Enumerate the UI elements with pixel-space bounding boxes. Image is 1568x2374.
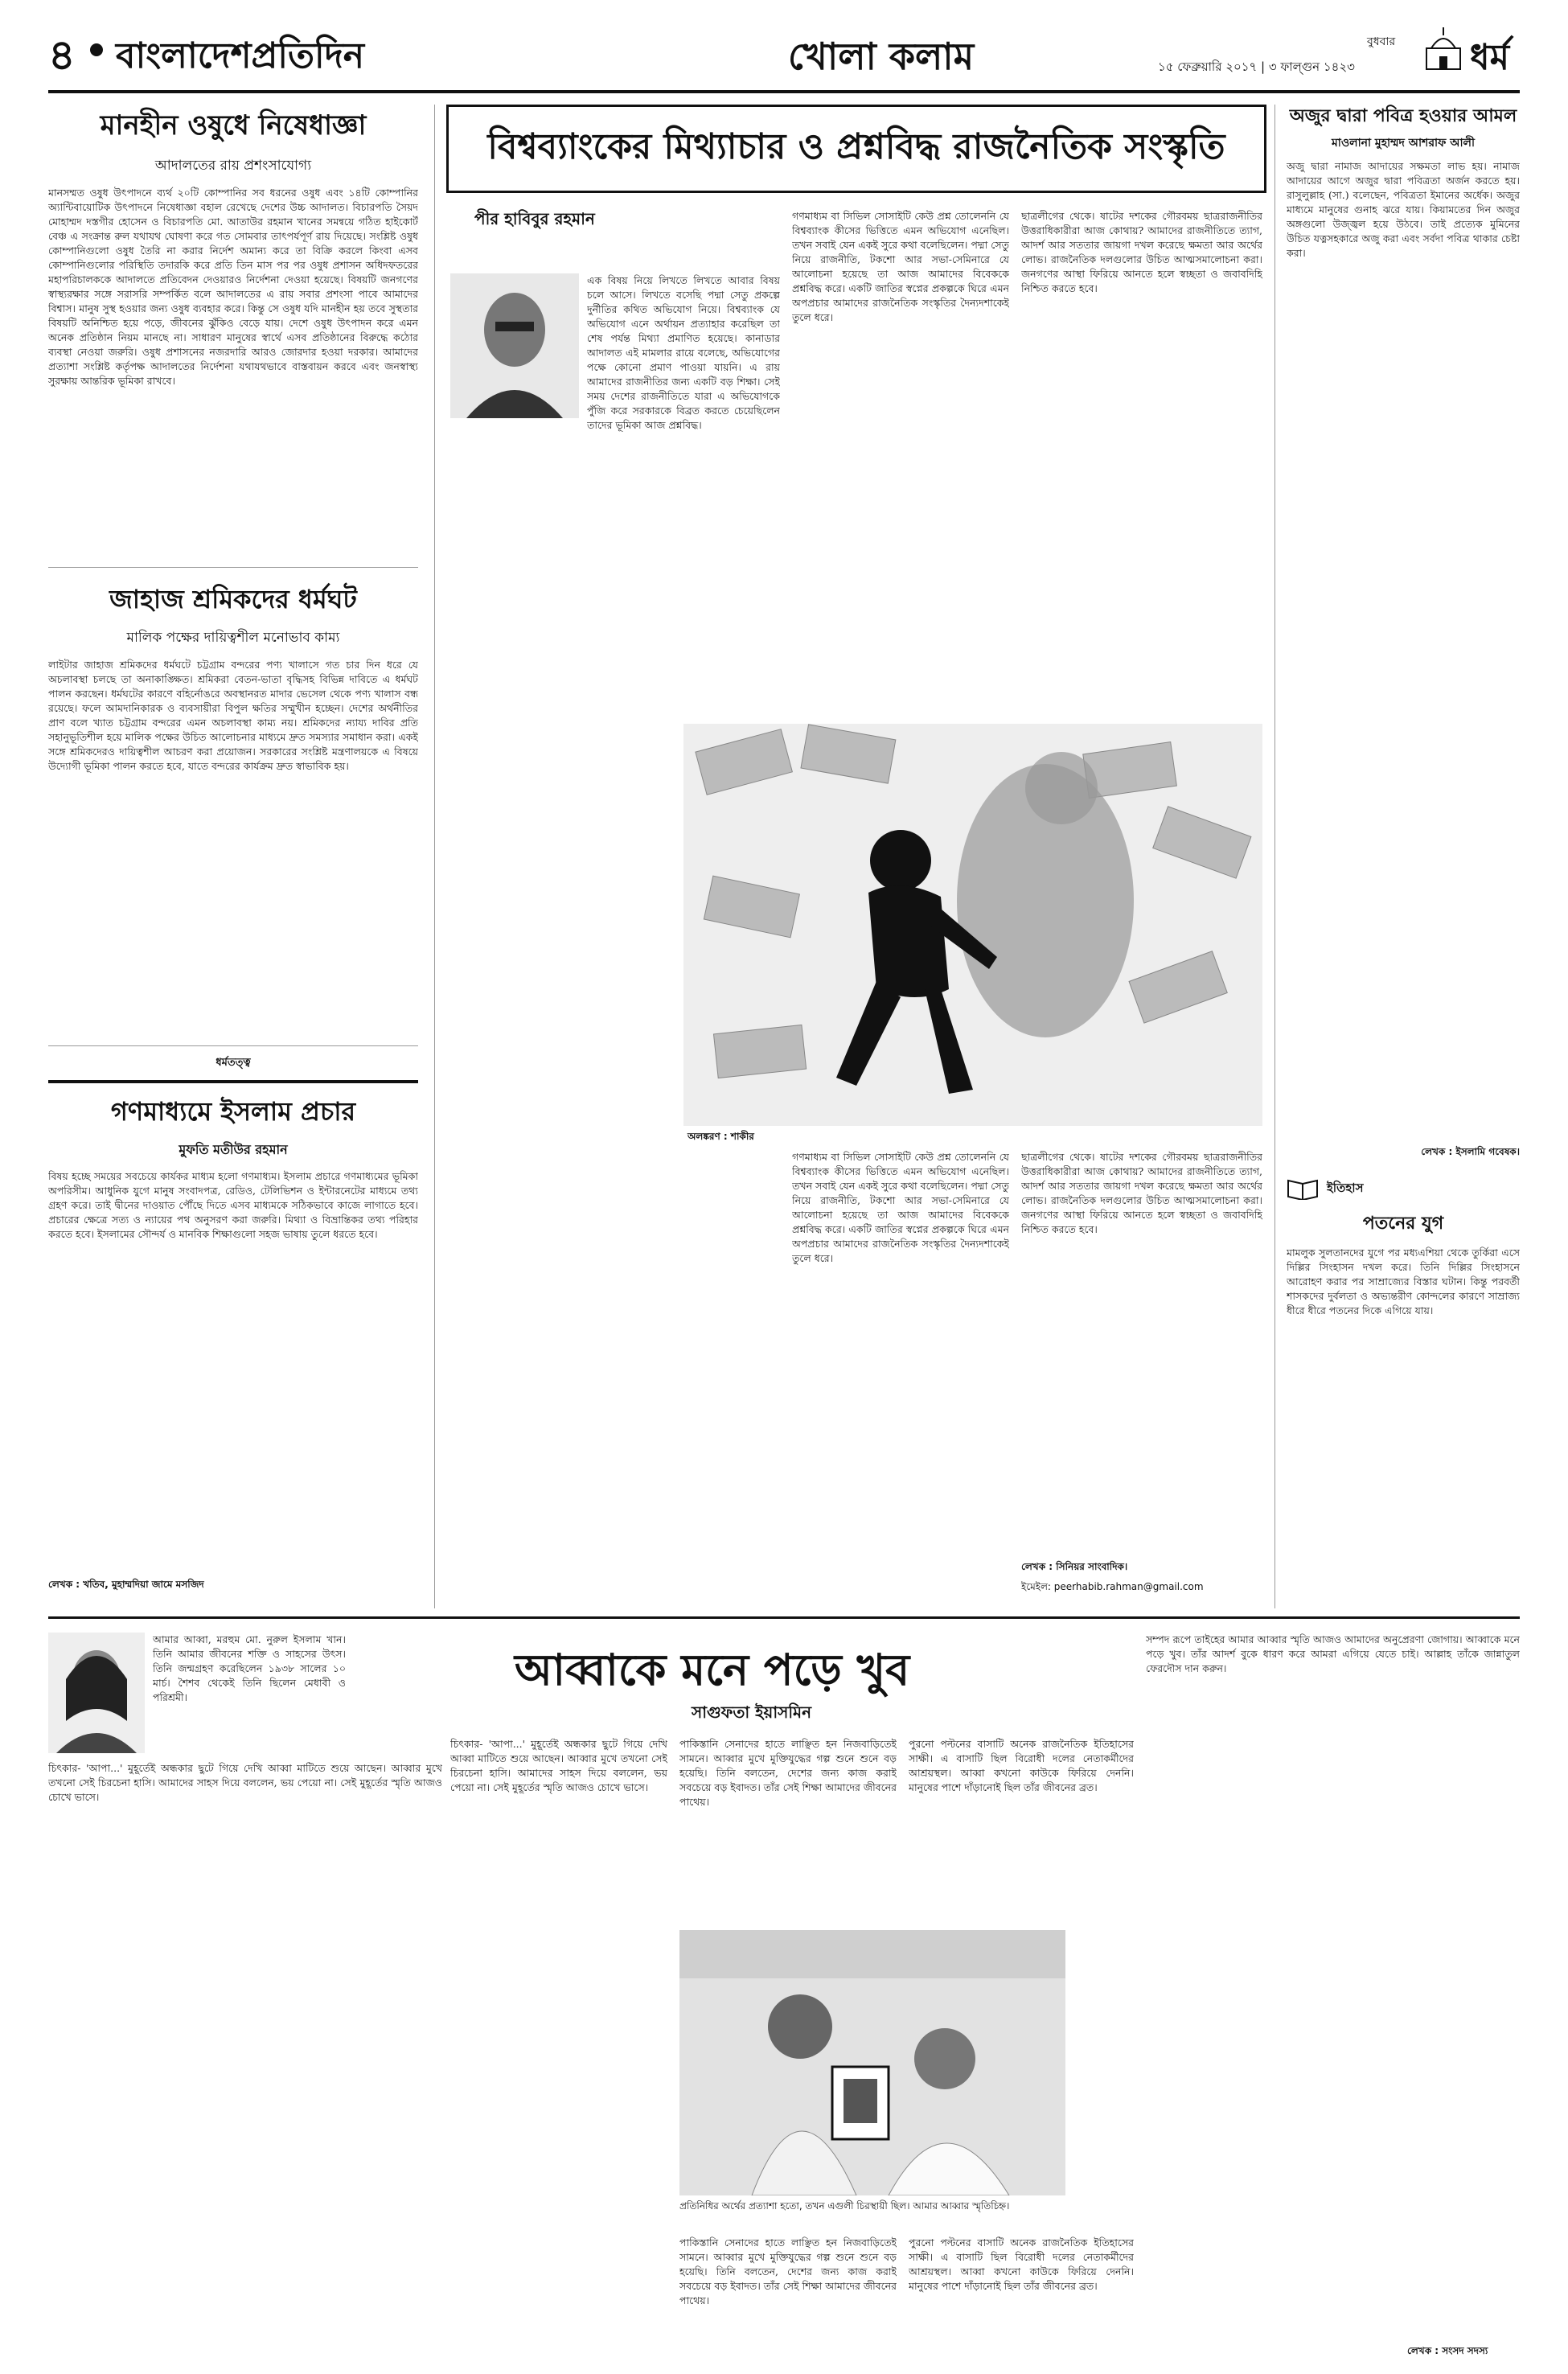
- editorial-1-subtitle: আদালতের রায় প্রশংসাযোগ্য: [154, 158, 312, 174]
- history-body: মামলুক সুলতানদের যুগে পর মধ্যএশিয়া থেকে তুর্কিরা এসে দিল্লির সিংহাসন দখল করে। তিনি দিল্লির সিংহাসনে আরোহণ করার পর সাম্রাজ্যের বিস্তার ঘটান। কিন্তু পরবর্তী শাসকদের দুর্বলতা ও অভ্যন্তরীণ কোন্দলের কারণে সাম্রাজ্য ধীরে ধীরে পতনের দিকে এগিয়ে যায়।: [1287, 1247, 1520, 1316]
- editorial-1-title: মানহীন ওষুধে নিষেধাজ্ঞা: [100, 109, 367, 142]
- main-body-col3b: ছাত্রলীগের থেকে। ষাটের দশকের গৌরবময় ছাত্ররাজনীতির উত্তরাধিকারীরা আজ কোথায়? আমাদের রাজনীতিতে ত্যাগ, আদর্শ আর সততার জায়গা দখল করেছে ক্ষমতা আর অর্থের লোভ। রাজনৈতিক দলগুলোর উচিত আত্মসমালোচনা করা। জনগণের আস্থা ফিরিয়ে আনতে হলে স্বচ্ছতা ও জবাবদিহি নিশ্চিত করতে হবে।: [1021, 1151, 1262, 1235]
- bottom-body-col3: পুরনো পল্টনের বাসাটি অনেক রাজনৈতিক ইতিহাসের সাক্ষী। এ বাসাটি ছিল বিরোধী দলের নেতাকর্মীদের আশ্রয়স্থল। আব্বা কখনো কাউকে ফিরিয়ে দেননি। মানুষের পাশে দাঁড়ানোই ছিল তাঁর জীবনের ব্রত।: [909, 1738, 1134, 1793]
- editorial-2: [48, 579, 418, 1037]
- right-column-footer: লেখক : ইসলামি গবেষক।: [1421, 1146, 1520, 1157]
- bottom-body-col2b: পাকিস্তানি সেনাদের হাতে লাঞ্ছিত হন নিজবাড়িতেই সামনে। আব্বার মুখে মুক্তিযুদ্ধের গল্প শুনে শুনে বড় হয়েছি। তিনি বলতেন, দেশের জন্য কাজ করাই সবচেয়ে বড় ইবাদত। তাঁর সেই শিক্ষা আমাদের জীবনের পাথেয়।: [679, 2236, 897, 2306]
- main-body-col3: ছাত্রলীগের থেকে। ষাটের দশকের গৌরবময় ছাত্ররাজনীতির উত্তরাধিকারীরা আজ কোথায়? আমাদের রাজনীতিতে ত্যাগ, আদর্শ আর সততার জায়গা দখল করেছে ক্ষমতা আর অর্থের লোভ। রাজনৈতিক দলগুলোর উচিত আত্মসমালোচনা করা। জনগণের আস্থা ফিরিয়ে আনতে হলে স্বচ্ছতা ও জবাবদিহি নিশ্চিত করতে হবে।: [1021, 210, 1262, 294]
- right-column-title: অজুর দ্বারা পবিত্র হওয়ার আমল: [1289, 106, 1517, 126]
- religion-column: [48, 1055, 418, 1610]
- right-column-author: মাওলানা মুহাম্মদ আশরাফ আলী: [1332, 137, 1475, 150]
- bottom-photo-caption: প্রতিনিধির অর্থের প্রত্যাশা হতো, তখন এগুলী চিরস্থায়ী ছিল। আমার আব্বার স্মৃতিচিহ্ন।: [679, 2200, 1010, 2212]
- bottom-photo: [679, 1930, 1065, 2195]
- religion-section-title: ধর্ম: [1470, 37, 1510, 78]
- main-body-col1: এক বিষয় নিয়ে লিখতে লিখতে আবার বিষয় চলে আসে। লিখতে বসেছি পদ্মা সেতু প্রকল্পে দুর্নীতির কথিত অভিযোগ নিয়ে। বিশ্বব্যাংক যে অভিযোগ এনে অর্থায়ন প্রত্যাহার করেছিল তা শেষ পর্যন্ত মিথ্যা প্রমাণিত হয়েছে। কানাডার আদালত এই মামলার রায়ে বলেছে, অভিযোগের পক্ষে কোনো প্রমাণ পাওয়া যায়নি। এ রায় আমাদের রাজনীতির জন্য একটি বড় শিক্ষা। সেই সময় দেশের রাজনীতিতে যারা এ অভিযোগকে পুঁজি করে সরকারকে বিব্রত করতে চেয়েছিলেন তাদের ভূমিকা আজ প্রশ্নবিদ্ধ।: [587, 274, 780, 431]
- illustration-credit: অলঙ্করণ : শাকীর: [688, 1131, 754, 1142]
- history-label: ইতিহাস: [1327, 1180, 1364, 1195]
- day: বুধবার: [1367, 35, 1396, 48]
- history-title: পতনের যুগ: [1362, 1214, 1444, 1234]
- bottom-author: সাগুফতা ইয়াসমিন: [692, 1702, 812, 1722]
- bottom-body-col4: সম্পদ রূপে তাইহের আমার আব্বার স্মৃতি আজও আমাদের অনুপ্রেরণা জোগায়। আব্বাকে মনে পড়ে খুব। তাঁর আদর্শ বুকে ধারণ করে আমরা এগিয়ে যেতে চাই। আল্লাহ তাঁকে জান্নাতুল ফেরদৌস দান করুন।: [1146, 1633, 1520, 1674]
- bullet-icon: [90, 43, 103, 56]
- bottom-author-photo: [48, 1633, 145, 1753]
- bottom-body-col1: চিৎকার- 'আপা...' মুহূর্তেই অন্ধকার ছুটে গিয়ে দেখি আব্বা মাটিতে শুয়ে আছেন। আব্বার মুখে তখনো সেই চিরচেনা হাসি। আমাদের সাহস দিয়ে বললেন, ভয় পেয়ো না। সেই মুহূর্তের স্মৃতি আজও চোখে ভাসে।: [48, 1762, 442, 1803]
- editorial-2-title: জাহাজ শ্রমিকদের ধর্মঘট: [109, 584, 357, 614]
- date: ১৫ ফেব্রুয়ারি ২০১৭ | ৩ ফাল্গুন ১৪২৩: [1158, 60, 1355, 74]
- bottom-body-col2: পাকিস্তানি সেনাদের হাতে লাঞ্ছিত হন নিজবাড়িতেই সামনে। আব্বার মুখে মুক্তিযুদ্ধের গল্প শুনে শুনে বড় হয়েছি। তিনি বলতেন, দেশের জন্য কাজ করাই সবচেয়ে বড় ইবাদত। তাঁর সেই শিক্ষা আমাদের জীবনের পাথেয়।: [679, 1738, 897, 1808]
- religion-section-label: ধর্মতত্ত্ব: [215, 1057, 251, 1069]
- main-email: ইমেইল: peerhabib.rahman@gmail.com: [1021, 1581, 1204, 1592]
- section-title: খোলা কলাম: [788, 35, 975, 78]
- editorial-1-body: মানসম্মত ওষুধ উৎপাদনে ব্যর্থ ২০টি কোম্পানির সব ধরনের ওষুধ এবং ১৪টি কোম্পানির অ্যান্টিবায়োটিক উৎপাদনে নিষেধাজ্ঞা বহাল রেখেছে দেশের উচ্চ আদালত। বিচারপতি সৈয়দ মোহাম্মদ দস্তগীর হোসেন ও বিচারপতি মো. আতাউর রহমান খানের সমন্বয়ে গঠিত হাইকোর্ট বেঞ্চ এ সংক্রান্ত রুল যথাযথ ঘোষণা করে গত সোমবার তাৎপর্যপূর্ণ রায় দিয়েছে। সংশ্লিষ্ট ওষুধ কোম্পানিগুলো ওষুধ তৈরি না করার নির্দেশ অমান্য করে তা বিক্রি করলে কিংবা এসব কোম্পানিগুলোর পরিস্থিতি তদারকি করে প্রতি তিন মাস পর পর ওষুধ প্রশাসন অধিদফতরের মহাপরিচালককে আদালতে প্রতিবেদন দেওয়ারও নির্দেশনা দেওয়া হয়েছে। বিষয়টি জনগণের স্বাস্থ্যরক্ষার সঙ্গে সরাসরি সম্পর্কিত বলে আদালতের এ রায় সবার প্রশংসা পাবে আমাদের বিশ্বাস। মানুষ সুস্থ হওয়ার জন্য ওষুধ ব্যবহার করে। কিন্তু সে ওষুধ যদি মানহীন হয় তবে সুস্থতার বিষয়টি অনিশ্চিত হয়ে পড়ে, জীবনের ঝুঁকিও বেড়ে যায়। দেশে ওষুধ উৎপাদন করে এমন অনেক প্রতিষ্ঠান নিয়ম মানছে না। সাধারণ মানুষের স্বার্থে এসব প্রতিষ্ঠানের বিরুদ্ধে কঠোর ব্যবস্থা নেওয়া জরুরি। ওষুধ প্রশাসনের নজরদারি আরও জোরদার হওয়া দরকার। আমাদের প্রত্যাশা সংশ্লিষ্ট কর্তৃপক্ষ আদালতের নির্দেশনা যথাযথভাবে বাস্তবায়ন করবে এবং জনস্বাস্থ্য সুরক্ষায় আন্তরিক ভূমিকা রাখবে।: [48, 187, 418, 387]
- religion-column-body: বিষয় হচ্ছে সময়ের সবচেয়ে কার্যকর মাধ্যম হলো গণমাধ্যম। ইসলাম প্রচারে গণমাধ্যমের ভূমিকা অপরিসীম। আধুনিক যুগে মানুষ সংবাদপত্র, রেডিও, টেলিভিশন ও ইন্টারনেটের মাধ্যমে তথ্য গ্রহণ করে। তাই দ্বীনের দাওয়াত পৌঁছে দিতে এসব মাধ্যমকে সঠিকভাবে কাজে লাগাতে হবে। প্রচারের ক্ষেত্রে সত্য ও ন্যায়ের পথ অনুসরণ করা জরুরি। মিথ্যা ও বিভ্রান্তিকর তথ্য পরিহার করতে হবে। ইসলামের সৌন্দর্য ও মানবিক শিক্ষাগুলো সহজ ভাষায় তুলে ধরতে হবে।: [48, 1170, 418, 1240]
- author-photo: [450, 273, 579, 418]
- main-illustration: [683, 724, 1262, 1126]
- bottom-footer: লেখক : সংসদ সদস্য: [1407, 2345, 1488, 2356]
- religion-column-title: গণমাধ্যমে ইসলাম প্রচার: [110, 1096, 356, 1127]
- editorial-2-subtitle: মালিক পক্ষের দায়িত্বশীল মনোভাব কাম্য: [126, 630, 340, 646]
- main-headline: বিশ্বব্যাংকের মিথ্যাচার ও প্রশ্নবিদ্ধ রাজনৈতিক সংস্কৃতি: [487, 125, 1225, 167]
- bottom-intro: আমার আব্বা, মরহুম মো. নুরুল ইসলাম খান। তিনি আমার জীবনের শক্তি ও সাহসের উৎস। তিনি জন্মগ্রহণ করেছিলেন ১৯৩৮ সালের ১০ মার্চ। শৈশব থেকেই তিনি ছিলেন মেধাবী ও পরিশ্রমী।: [153, 1633, 346, 1703]
- main-body-col2b: গণমাধ্যম বা সিভিল সোসাইটি কেউ প্রশ্ন তোলেননি যে বিশ্বব্যাংক কীসের ভিত্তিতে এমন অভিযোগ এনেছিল। তখন সবাই যেন একই সুরে কথা বলেছিলেন। পদ্মা সেতু নিয়ে রাজনীতি, টকশো আর সভা-সেমিনারে যে আলোচনা হয়েছে তা আজ আমাদের বিবেককে প্রশ্নবিদ্ধ করে। একটি জাতির স্বপ্নের প্রকল্পকে ঘিরে এমন অপপ্রচার আমাদের রাজনৈতিক সংস্কৃতির দৈন্যদশাকেই তুলে ধরে।: [792, 1151, 1009, 1264]
- page-number: ৪: [48, 31, 76, 80]
- main-body-col2: গণমাধ্যম বা সিভিল সোসাইটি কেউ প্রশ্ন তোলেননি যে বিশ্বব্যাংক কীসের ভিত্তিতে এমন অভিযোগ এনেছিল। তখন সবাই যেন একই সুরে কথা বলেছিলেন। পদ্মা সেতু নিয়ে রাজনীতি, টকশো আর সভা-সেমিনারে যে আলোচনা হয়েছে তা আজ আমাদের বিবেককে প্রশ্নবিদ্ধ করে। একটি জাতির স্বপ্নের প্রকল্পকে ঘিরে এমন অপপ্রচার আমাদের রাজনৈতিক সংস্কৃতির দৈন্যদশাকেই তুলে ধরে।: [792, 210, 1009, 323]
- bottom-body-col1b: চিৎকার- 'আপা...' মুহূর্তেই অন্ধকার ছুটে গিয়ে দেখি আব্বা মাটিতে শুয়ে আছেন। আব্বার মুখে তখনো সেই চিরচেনা হাসি। আমাদের সাহস দিয়ে বললেন, ভয় পেয়ো না। সেই মুহূর্তের স্মৃতি আজও চোখে ভাসে।: [450, 1738, 667, 1793]
- main-footer: লেখক : সিনিয়র সাংবাদিক।: [1021, 1561, 1128, 1572]
- editorial-1: [48, 105, 418, 555]
- paper-name: বাংলাদেশপ্রতিদিন: [116, 35, 364, 76]
- right-column-body: অজু দ্বারা নামাজ আদায়ের সক্ষমতা লাভ হয়। নামাজ আদায়ের আগে অজুর দ্বারা পবিত্রতা অর্জন করতে হয়। রাসুলুল্লাহ (সা.) বলেছেন, পবিত্রতা ইমানের অর্ধেক। অজুর মাধ্যমে মানুষের গুনাহ ঝরে যায়। কিয়ামতের দিন অজুর অঙ্গগুলো উজ্জ্বল হয়ে উঠবে। তাই প্রত্যেক মুমিনের উচিত যত্নসহকারে অজু করা এবং সর্বদা পবিত্র থাকার চেষ্টা করা।: [1287, 160, 1520, 259]
- editorial-2-body: লাইটার জাহাজ শ্রমিকদের ধর্মঘটে চট্টগ্রাম বন্দরের পণ্য খালাসে গত চার দিন ধরে যে অচলাবস্থা চলছে তা অনাকাঙ্ক্ষিত। শ্রমিকরা বেতন-ভাতা বৃদ্ধিসহ বিভিন্ন দাবিতে এ ধর্মঘট পালন করছেন। ধর্মঘটের কারণে বহির্নোঙরে অবস্থানরত মাদার ভেসেল থেকে পণ্য খালাস বন্ধ রয়েছে। ফলে আমদানিকারক ও ব্যবসায়ীরা বিপুল ক্ষতির সম্মুখীন হচ্ছেন। দেশের অর্থনীতির প্রাণ বলে খ্যাত চট্টগ্রাম বন্দরের এমন অচলাবস্থা কাম্য নয়। শ্রমিকদের ন্যায্য দাবির প্রতি সহানুভূতিশীল হয়ে মালিক পক্ষের উচিত আলোচনার মাধ্যমে দ্রুত সমস্যার সমাধান করা। একই সঙ্গে শ্রমিকদেরও দায়িত্বশীল আচরণ করা প্রয়োজন। সরকারের সংশ্লিষ্ট মন্ত্রণালয়কে এ বিষয়ে উদ্যোগী ভূমিকা পালন করতে হবে, যাতে বন্দরের কার্যক্রম দ্রুত স্বাভাবিক হয়।: [48, 659, 418, 772]
- book-icon: [1287, 1177, 1319, 1200]
- masthead: [48, 16, 1520, 88]
- religion-column-footer: লেখক : খতিব, মুহাম্মদিয়া জামে মসজিদ: [48, 1579, 204, 1590]
- main-headline-box: [446, 105, 1266, 193]
- main-author: পীর হাবিবুর রহমান: [474, 209, 595, 228]
- bottom-body-col3b: পুরনো পল্টনের বাসাটি অনেক রাজনৈতিক ইতিহাসের সাক্ষী। এ বাসাটি ছিল বিরোধী দলের নেতাকর্মীদের আশ্রয়স্থল। আব্বা কখনো কাউকে ফিরিয়ে দেননি। মানুষের পাশে দাঁড়ানোই ছিল তাঁর জীবনের ব্রত।: [909, 2236, 1134, 2292]
- mosque-icon: [1423, 24, 1463, 72]
- bottom-headline: আব্বাকে মনে পড়ে খুব: [515, 1645, 910, 1695]
- religion-column-author: মুফতি মতীউর রহমান: [179, 1142, 288, 1157]
- right-column: [1287, 105, 1520, 1608]
